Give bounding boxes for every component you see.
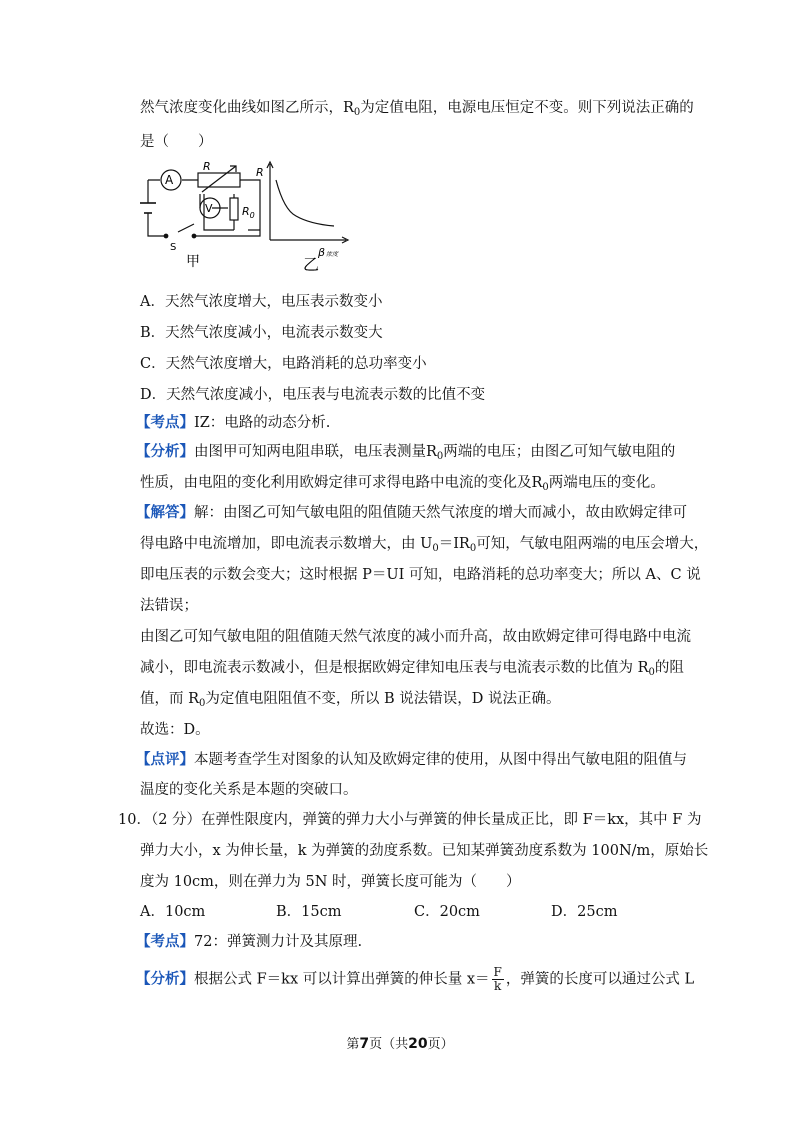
jieda-line-2: 得电路中电流增加，即电流表示数增大，由 $U_0=IR_0$可知，气敏电阻两端的电压会增大， [140, 536, 709, 554]
graph-x-label: β浓度 [318, 246, 339, 259]
jieda-line-4: 法错误； [140, 598, 198, 614]
jieda-line-6: 减小，即电流表示数减小，但是根据欧姆定律知电压表与电流表示数的比值为 $R_0$的阻 [140, 660, 684, 678]
q10-line-2: 弹力大小，x 为伸长量，k 为弹簧的劲度系数。已知某弹簧劲度系数为 100N/m，原始长 [140, 843, 709, 859]
fraction-f-over-k: $\frac{F}{k}$ [493, 965, 502, 993]
q10-line-3: 度为 10cm，则在弹力为 5N 时，弹簧长度可能为（ ） [140, 874, 521, 890]
fenxi-line-1: 【分析】由图甲可知两电阻串联，电压表测量$R_0$两端的电压；由图乙可知气敏电阻的 [136, 443, 676, 462]
resistor-r-label: R [203, 160, 211, 173]
page-footer: 第7页（共20页） [346, 1036, 454, 1052]
q10-option-b: B．15cm [276, 904, 342, 920]
option-c: C．天然气浓度增大，电路消耗的总功率变小 [140, 356, 427, 372]
ammeter-label: A [165, 173, 174, 187]
switch-label: S [170, 242, 177, 253]
section-text: IZ：电路的动态分析. [194, 415, 331, 431]
circuit-diagram [140, 166, 260, 238]
q10-kaodian: 【考点】72：弹簧测力计及其原理. [136, 933, 363, 950]
option-b: B．天然气浓度减小，电流表示数变大 [140, 325, 383, 341]
q10-option-d: D．25cm [551, 904, 618, 920]
fenxi-line-2: 性质，由电阻的变化利用欧姆定律可求得电路中电流的变化及$R_0$两端电压的变化。 [140, 475, 665, 493]
option-d: D．天然气浓度减小，电压表与电流表示数的比值不变 [140, 387, 486, 403]
jieda-line-1: 【解答】解：由图乙可知气敏电阻的阻值随天然气浓度的增大而减小，故由欧姆定律可 [136, 504, 687, 521]
figure-label-yi: 乙 [303, 255, 320, 274]
question-intro-line-2: 是（ ） [140, 134, 213, 150]
dianping-line-1: 【点评】本题考查学生对图象的认知及欧姆定律的使用，从图中得出气敏电阻的阻值与 [136, 751, 687, 768]
q10-line-1: 10．（2 分）在弹性限度内，弹簧的弹力大小与弹簧的伸长量成正比，即 F＝kx，其中 F 为 [118, 812, 702, 828]
page-number: 7 [359, 1036, 370, 1052]
question-intro-line-1 [140, 98, 694, 123]
section-tag: 【解答】 [136, 504, 194, 521]
section-tag: 【考点】 [136, 933, 194, 950]
variable-resistor-icon [198, 173, 240, 187]
kaodian-section [136, 413, 330, 433]
jieda-line-3: 即电压表的示数会变大；这时根据 P＝UI 可知，电路消耗的总功率变大；所以 A、C 说 [140, 567, 701, 583]
section-tag: 【分析】 [136, 443, 194, 460]
jieda-line-8: 故选：D。 [140, 722, 210, 738]
voltmeter-label: V [205, 202, 213, 215]
dianping-line-2: 温度的变化关系是本题的突破口。 [140, 782, 358, 798]
q10-option-c: C．20cm [414, 904, 480, 920]
section-tag: 【点评】 [136, 751, 194, 768]
option-a: A．天然气浓度增大，电压表示数变小 [140, 294, 383, 310]
resistance-curve [276, 180, 334, 226]
q10-fenxi: 【分析】根据公式 F＝kx 可以计算出弹簧的伸长量 x＝ $\frac{F}{k}$ ，弹簧的长度可以通过公式 L [136, 965, 695, 993]
resistance-graph [267, 162, 348, 243]
circuit-and-graph-figure [138, 158, 368, 276]
switch-icon [164, 234, 168, 238]
jieda-line-7: 值，而 $R_0$为定值电阻阻值不变，所以 B 说法错误，D 说法正确。 [140, 691, 561, 709]
resistor-r0-label: $R_0$ [242, 205, 255, 220]
fixed-resistor-icon [230, 198, 238, 220]
q10-option-a: A．10cm [140, 904, 206, 920]
section-tag: 【分析】 [136, 970, 194, 988]
section-tag: 【考点】 [136, 414, 194, 431]
intro-text: 然气浓度变化曲线如图乙所示，R [140, 100, 354, 116]
graph-y-label: R [256, 166, 264, 179]
intro-text: 为定值电阻，电源电压恒定不变。则下列说法正确的 [360, 100, 694, 116]
subscript: 0 [353, 107, 361, 118]
figure-label-jia: 甲 [186, 254, 200, 270]
jieda-line-5: 由图乙可知气敏电阻的阻值随天然气浓度的减小而升高，故由欧姆定律可得电路中电流 [140, 629, 691, 645]
page-total: 20 [408, 1036, 428, 1052]
